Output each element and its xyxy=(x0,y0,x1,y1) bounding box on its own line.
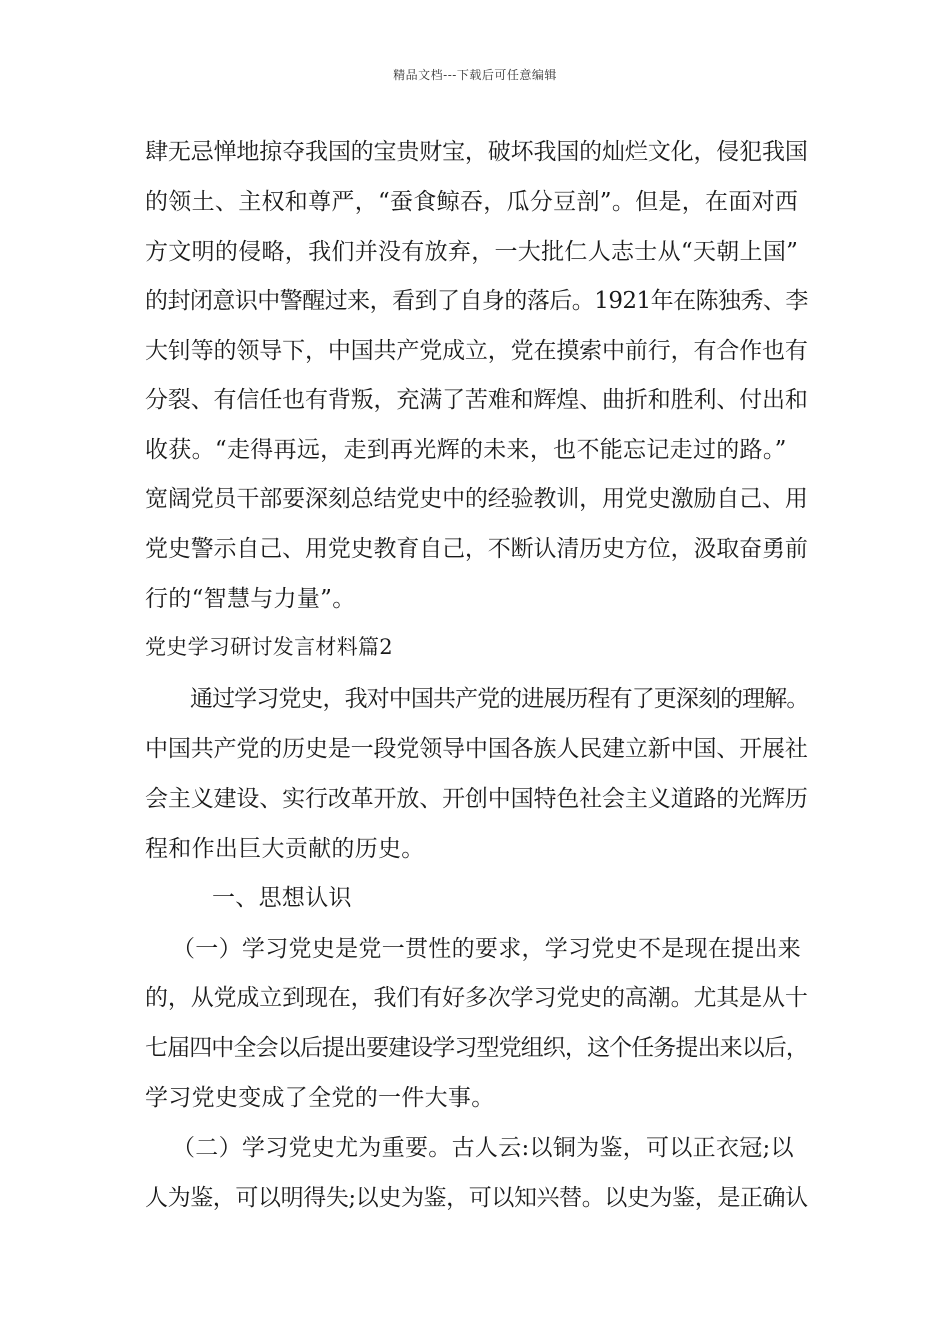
section-heading: 党史学习研讨发言材料篇2 xyxy=(145,635,393,659)
body-line: 程和作出巨大贡献的历史。 xyxy=(145,836,425,862)
body-line: 的，从党成立到现在，我们有好多次学习党史的高潮。尤其是从十 xyxy=(145,985,808,1011)
subsection-heading: 一、思想认识 xyxy=(212,885,352,911)
body-line: 肆无忌惮地掠夺我国的宝贵财宝，破坏我国的灿烂文化，侵犯我国 xyxy=(145,139,808,165)
body-line: 的封闭意识中警醒过来，看到了自身的落后。1921年在陈独秀、李 xyxy=(145,288,808,314)
body-line: 中国共产党的历史是一段党领导中国各族人民建立新中国、开展社 xyxy=(145,736,808,762)
body-line: 的领土、主权和尊严，“蚕食鲸吞，瓜分豆剖”。但是，在面对西 xyxy=(145,189,799,215)
page-header: 精品文档---下载后可任意编辑 xyxy=(393,68,557,82)
body-line: 行的“智慧与力量”。 xyxy=(145,586,356,612)
body-line: 宽阔党员干部要深刻总结党史中的经验教训，用党史激励自己、用 xyxy=(145,486,808,512)
body-line: 大钊等的领导下，中国共产党成立，党在摸索中前行，有合作也有 xyxy=(145,338,808,364)
body-line: 分裂、有信任也有背叛，充满了苦难和辉煌、曲折和胜利、付出和 xyxy=(145,387,808,413)
body-line: 七届四中全会以后提出要建设学习型党组织，这个任务提出来以后， xyxy=(145,1035,809,1061)
body-line: （一）学习党史是党一贯性的要求，学习党史不是现在提出来 xyxy=(172,936,802,962)
body-line: 通过学习党史，我对中国共产党的进展历程有了更深刻的理解。 xyxy=(190,686,809,712)
body-line: 会主义建设、实行改革开放、开创中国特色社会主义道路的光辉历 xyxy=(145,786,808,812)
body-line: 党史警示自己、用党史教育自己，不断认清历史方位，汲取奋勇前 xyxy=(145,536,808,562)
body-line: （二）学习党史尤为重要。古人云:以铜为鉴，可以正衣冠;以 xyxy=(172,1135,794,1161)
body-line: 人为鉴，可以明得失;以史为鉴，可以知兴替。以史为鉴，是正确认 xyxy=(145,1185,808,1211)
body-line: 方文明的侵略，我们并没有放弃，一大批仁人志士从“天朝上国” xyxy=(145,239,799,265)
body-line: 学习党史变成了全党的一件大事。 xyxy=(145,1085,495,1111)
body-line: 收获。“走得再远，走到再光辉的未来，也不能忘记走过的路。” xyxy=(145,437,787,463)
